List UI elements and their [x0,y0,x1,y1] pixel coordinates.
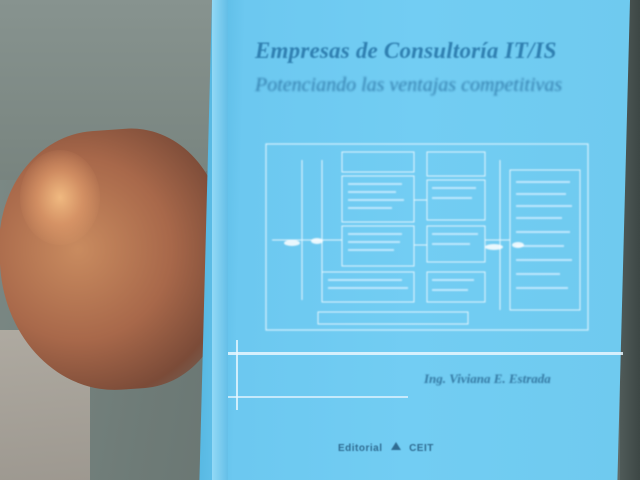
publisher-emblem-icon [390,441,402,454]
book-subtitle: Potenciando las ventajas competitivas [255,74,563,96]
arm-highlight [20,150,100,245]
book-title: Empresas de Consultoría IT/IS [255,38,557,63]
cover-rule-top [228,352,623,355]
publisher-name: CEIT [409,443,434,454]
cover-rule-vertical [236,340,238,410]
book-author: Ing. Viviana E. Estrada [424,371,551,386]
diagram-text-lines [328,182,572,290]
book-publisher [338,441,538,454]
publisher-label: Editorial [338,443,383,454]
book-spine-edge [212,0,228,480]
cover-rule-bottom [228,396,408,398]
diagram-boxes [318,152,580,324]
cover-diagram [262,140,592,335]
